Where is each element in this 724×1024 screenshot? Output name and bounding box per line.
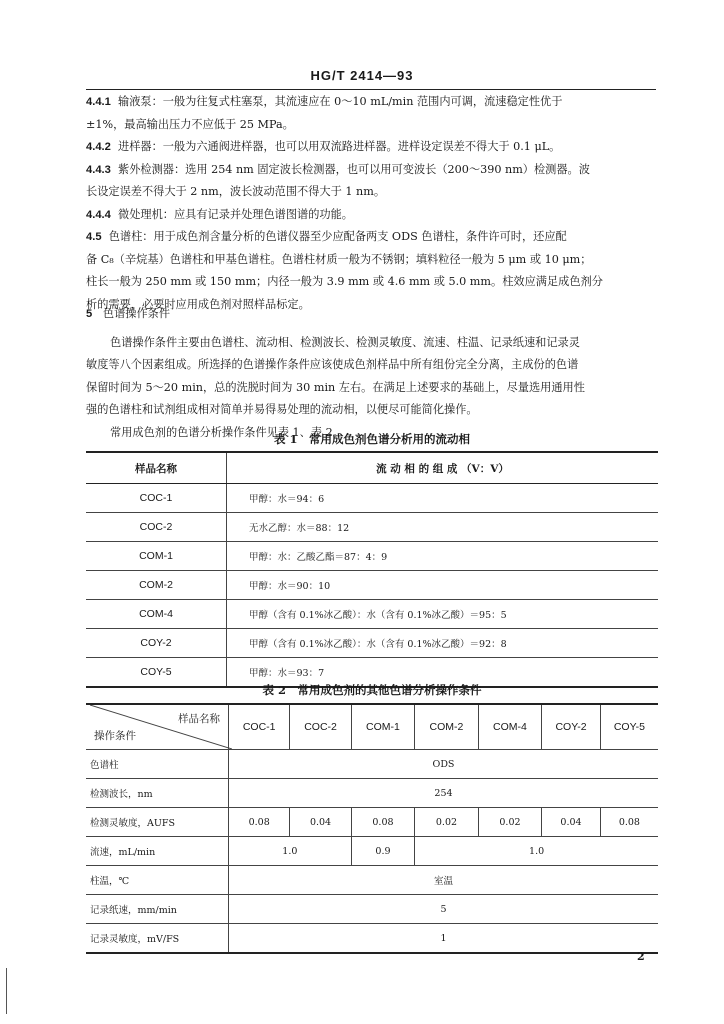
table-row — [86, 808, 658, 837]
sample-header: COM-1 — [351, 704, 415, 750]
merged-value: 5 — [229, 895, 659, 924]
row-label: 检测灵敏度，AUFS — [86, 808, 229, 837]
sample-header: COM-2 — [415, 704, 479, 750]
sample-header: COC-1 — [229, 704, 290, 750]
table-row — [86, 837, 658, 866]
sample-header: COC-2 — [290, 704, 351, 750]
table-row: COM-2 甲醇：水＝90：10 — [86, 571, 658, 600]
table-row — [86, 895, 658, 924]
table-row — [86, 704, 658, 750]
clause-line: 备 C₈（辛烷基）色谱柱和甲基色谱柱。色谱柱材质一般为不锈钢；填料粒径一般为 5 μm 或 10 μm； — [86, 252, 592, 266]
cell-value: 0.08 — [351, 808, 415, 837]
clause-line: 柱长一般为 250 mm 或 150 mm；内径一般为 3.9 mm 或 4.6 mm 或 5.0 mm。柱效应满足成色剂分 — [86, 275, 603, 288]
cell-value: 0.08 — [600, 808, 658, 837]
table2 — [86, 703, 658, 954]
page-header: HG/T 2414—93 — [310, 68, 414, 83]
cell-value: 1.0 — [229, 837, 352, 866]
sample-header: COY-5 — [600, 704, 658, 750]
section-5 — [86, 303, 658, 444]
table-row: COM-4 甲醇（含有 0.1%冰乙酸）：水（含有 0.1%冰乙酸）＝95：5 — [86, 600, 658, 629]
cell-value: 0.9 — [351, 837, 415, 866]
row-label: 流速，mL/min — [86, 837, 229, 866]
corner-top-label: 样品名称 — [178, 713, 220, 725]
table1 — [86, 451, 658, 688]
page-number: 2 — [637, 950, 645, 963]
merged-value: ODS — [229, 750, 659, 779]
merged-value: 1 — [229, 924, 659, 954]
row-label: 记录灵敏度，mV/FS — [86, 924, 229, 954]
table-row: COC-1 甲醇：水＝94：6 — [86, 484, 658, 513]
clause-line: 长设定误差不得大于 2 nm，波长波动范围不得大于 1 nm。 — [86, 185, 386, 198]
section-5-line: 敏度等八个因素组成。所选择的色谱操作条件应该使成色剂样品中所有组份完全分离，主成份的色谱 — [86, 358, 579, 371]
cell-value: 0.02 — [478, 808, 542, 837]
clause-line: 4.4.2 进样器：一般为六通阀进样器，也可以用双流路进样器。进样设定误差不得大于 0.1 μL。 — [86, 140, 561, 153]
header-rule — [86, 89, 656, 90]
table-row — [86, 866, 658, 895]
clause-line: ±1%，最高输出压力不应低于 25 MPa。 — [86, 117, 294, 131]
clause-line: 析的需要，必要时应用成色剂对照样品标定。 — [86, 297, 310, 311]
table-row — [86, 750, 658, 779]
table-row: COY-5 甲醇：水＝93：7 — [86, 658, 658, 688]
clause-line: 4.5 色谱柱：用于成色剂含量分析的色谱仪器至少应配备两支 ODS 色谱柱，条件许可时，还应配 — [86, 230, 567, 243]
corner-bottom-label: 操作条件 — [94, 730, 136, 742]
section-5-line: 色谱操作条件主要由色谱柱、流动相、检测波长、检测灵敏度、流速、柱温、记录纸速和记录灵 — [110, 335, 580, 349]
merged-value: 254 — [229, 779, 659, 808]
section-5-line: 保留时间为 5～20 min，总的洗脱时间为 30 min 左右。在满足上述要求的基础上，尽量选用通用性 — [86, 380, 585, 394]
table1-header-name: 样品名称 — [86, 452, 227, 484]
table-row — [86, 779, 658, 808]
clause-line: 4.4.4 微处理机：应具有记录并处理色谱图谱的功能。 — [86, 207, 353, 221]
cell-value: 1.0 — [415, 837, 658, 866]
table2-corner-cell — [86, 704, 229, 750]
section-5-title: 5 色谱操作条件 — [86, 307, 171, 320]
sample-header: COM-4 — [478, 704, 542, 750]
clause-line: 4.4.1 输液泵：一般为往复式柱塞泵，其流速应在 0～10 mL/min 范围内可调，流速稳定性优于 — [86, 95, 563, 108]
cell-value: 0.04 — [542, 808, 601, 837]
clause-line: 4.4.3 紫外检测器：选用 254 nm 固定波长检测器，也可以用可变波长（200～390 nm）检测器。波 — [86, 162, 590, 176]
row-label: 色谱柱 — [86, 750, 229, 779]
table-row: COC-2 无水乙醇：水＝88：12 — [86, 513, 658, 542]
section-5-line: 强的色谱柱和试剂组成相对简单并易得易处理的流动相，以便尽可能简化操作。 — [86, 403, 478, 416]
row-label: 柱温，℃ — [86, 866, 229, 895]
cell-value: 0.08 — [229, 808, 290, 837]
row-label: 检测波长，nm — [86, 779, 229, 808]
cell-value: 0.02 — [415, 808, 479, 837]
table-row: COM-1 甲醇：水：乙酸乙酯＝87：4：9 — [86, 542, 658, 571]
scan-margin-mark — [6, 968, 7, 1014]
table1-header-phase: 流 动 相 的 组 成 （V：V） — [227, 452, 659, 484]
merged-value: 室温 — [229, 866, 659, 895]
sample-header: COY-2 — [542, 704, 601, 750]
cell-value: 0.04 — [290, 808, 351, 837]
section-5-line: 常用成色剂的色谱分析操作条件见表 1、表 2。 — [110, 425, 344, 439]
table2-caption: 表 2 常用成色剂的其他色谱分析操作条件 — [262, 683, 482, 697]
clauses-block — [86, 91, 658, 316]
row-label: 记录纸速，mm/min — [86, 895, 229, 924]
table1-caption: 表 1 常用成色剂色谱分析用的流动相 — [273, 432, 470, 446]
table-row — [86, 924, 658, 954]
table-row: COY-2 甲醇（含有 0.1%冰乙酸）：水（含有 0.1%冰乙酸）＝92：8 — [86, 629, 658, 658]
